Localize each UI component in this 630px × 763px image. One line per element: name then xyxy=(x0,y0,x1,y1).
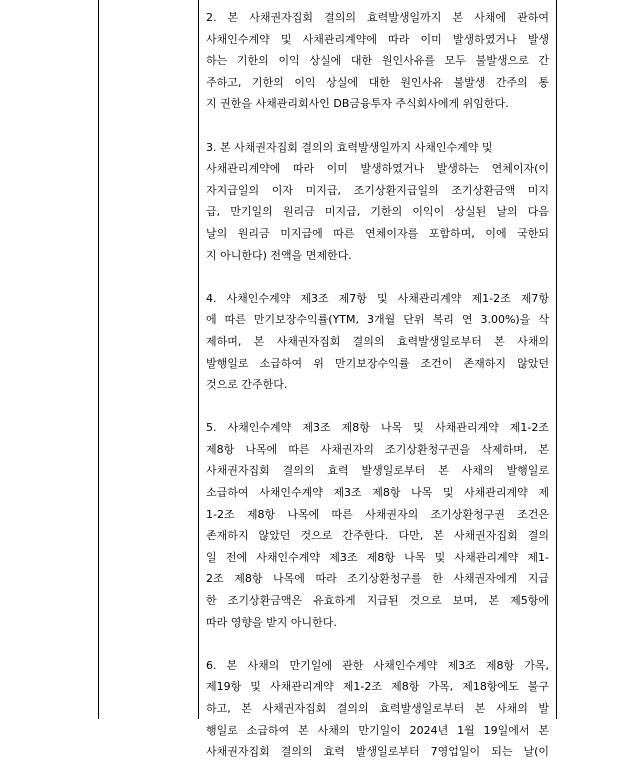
text-line: 에 따른 만기보장수익률(YTM, 3개월 단위 복리 연 3.00%)을 삭 xyxy=(206,313,549,327)
text-line: 자지급일의 이자 미지급, 조기상환지급일의 조기상환금액 미지 xyxy=(206,183,549,197)
text-line: 발행일로 소급하여 위 만기보장수익률 조건이 존재하지 않았던 xyxy=(206,356,549,370)
text-line: 소급하여 사채인수계약 제3조 제8항 나목 및 사채관리계약 제 xyxy=(206,486,549,500)
paragraph-2 xyxy=(206,7,549,115)
text-line: 제8항 나목에 따른 사채권자의 조기상환청구권을 삭제하며, 본 xyxy=(206,442,549,456)
text-line: 따라 영향을 받지 아니한다. xyxy=(206,615,337,629)
text-line: 지 권한을 사채관리회사인 DB금융투자 주식회사에게 위임한다. xyxy=(206,97,509,111)
text-line: 사채관리계약에 따라 이미 발생하였거나 발생하는 연체이자(이 xyxy=(206,162,549,176)
text-line: 하고, 본 사채권자집회 결의의 효력발생일로부터 본 사채의 발 xyxy=(206,702,549,715)
text-line: 6. 본 사채의 만기일에 관한 사채인수계약 제3조 제8항 가목, xyxy=(206,658,549,672)
text-line: 하는 기한의 이익 상실에 대한 원인사유를 모두 불발생으로 간 xyxy=(206,54,549,68)
column-divider xyxy=(198,0,199,719)
paragraph-3 xyxy=(206,137,549,267)
text-line: 제19항 및 사채관리계약 제1-2조 제8항 가목, 제18항에도 불구 xyxy=(206,680,549,694)
text-line: 것으로 간주한다. xyxy=(206,378,288,392)
text-line: 사채인수계약 및 사채관리계약에 따라 이미 발생하였거나 발생 xyxy=(206,32,549,46)
text-line: 일 전에 사채인수계약 제3조 제8항 나목 및 사채관리계약 제1- xyxy=(206,550,549,564)
text-line: 5. 사채인수계약 제3조 제8항 나목 및 사채관리계약 제1-2조 xyxy=(206,421,549,435)
text-line: 주하고, 기한의 이익 상실에 대한 원인사유 불발생 간주의 통 xyxy=(206,75,549,89)
text-line: 행일로 소급하여 본 사채의 만기일이 2024년 1월 19일에서 본 xyxy=(206,723,549,737)
text-line: 사채권자집회 결의의 효력 발생일로부터 7영업일이 되는 날(이 xyxy=(206,745,549,759)
resolution-content xyxy=(206,0,549,763)
text-line: 2조 제8항 나목에 따라 조기상환청구를 한 사채권자에게 지급 xyxy=(206,572,549,586)
paragraph-5 xyxy=(206,417,549,633)
text-line: 사채권자집회 결의의 효력 발생일로부터 본 사채의 발행일로 xyxy=(206,464,549,478)
text-line: 3. 본 사채권자집회 결의의 효력발생일까지 사채인수계약 및 xyxy=(206,140,493,154)
text-line: 급, 만기일의 원리금 미지급, 기한의 이익이 상실된 날의 다음 xyxy=(206,205,549,219)
text-line: 2. 본 사채권자집회 결의의 효력발생일까지 본 사채에 관하여 xyxy=(206,11,549,24)
text-line: 4. 사채인수계약 제3조 제7항 및 사채관리계약 제1-2조 제7항 xyxy=(206,291,549,305)
paragraph-6 xyxy=(206,655,549,763)
text-line: 1-2조 제8항 나목에 따른 사채권자의 조기상환청구권 조건은 xyxy=(206,507,549,521)
text-line: 존재하지 않았던 것으로 간주한다. 다만, 본 사채권자집회 결의 xyxy=(206,529,549,543)
paragraph-4 xyxy=(206,288,549,396)
text-line: 지 아니한다) 전액을 면제한다. xyxy=(206,248,352,262)
text-line: 한 조기상환금액은 유효하게 지급된 것으로 보며, 본 제5항에 xyxy=(206,594,549,608)
text-line: 날의 원리금 미지급에 따른 연체이자를 포함하며, 이에 국한되 xyxy=(206,226,549,240)
text-line: 제하며, 본 사채권자집회 결의의 효력발생일로부터 본 사채의 xyxy=(206,334,549,348)
